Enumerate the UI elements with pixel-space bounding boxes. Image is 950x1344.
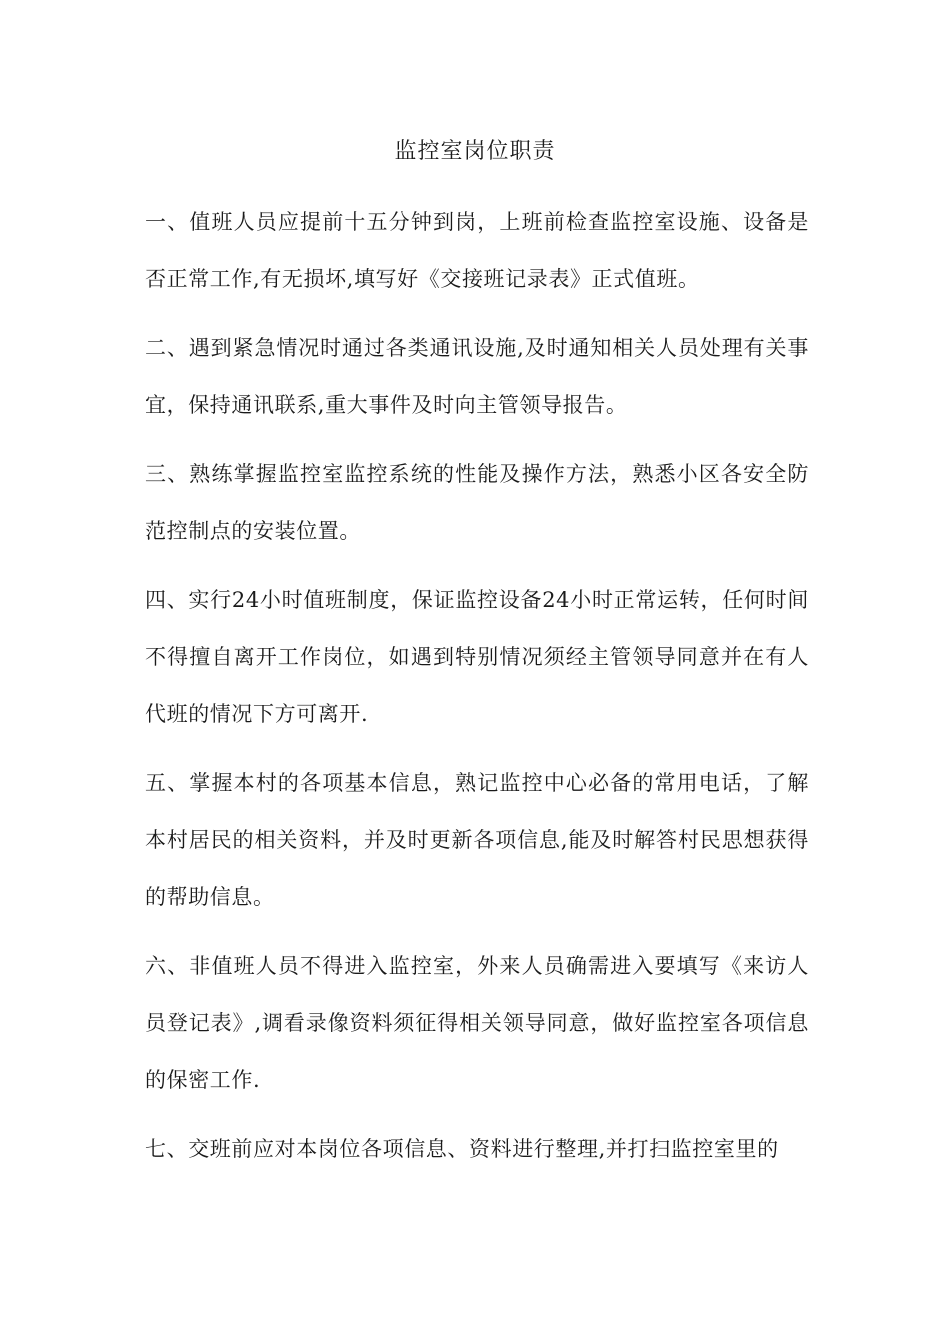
paragraph-6: 六、非值班人员不得进入监控室，外来人员确需进入要填写《来访人员登记表》,调看录像资料须征得相关领导同意，做好监控室各项信息的保密工作. — [145, 954, 809, 1092]
document-title: 监控室岗位职责 — [394, 139, 556, 164]
paragraph-3: 三、熟练掌握监控室监控系统的性能及操作方法，熟悉小区各安全防范控制点的安装位置。 — [145, 462, 809, 543]
paragraph-7: 七、交班前应对本岗位各项信息、资料进行整理,并打扫监控室里的 — [145, 1137, 779, 1161]
paragraph-5: 五、掌握本村的各项基本信息，熟记监控中心必备的常用电话，了解本村居民的相关资料，并及时更新各项信息,能及时解答村民思想获得的帮助信息。 — [145, 771, 809, 909]
paragraph-2: 二、遇到紧急情况时通过各类通讯设施,及时通知相关人员处理有关事宜，保持通讯联系,重大事件及时向主管领导报告。 — [145, 336, 809, 417]
paragraph-1: 一、值班人员应提前十五分钟到岗，上班前检查监控室设施、设备是否正常工作,有无损坏,填写好《交接班记录表》正式值班。 — [145, 210, 809, 291]
paragraph-4: 四、实行24小时值班制度，保证监控设备24小时正常运转，任何时间不得擅自离开工作岗位，如遇到特别情况须经主管领导同意并在有人代班的情况下方可离开. — [145, 588, 809, 726]
document-body — [145, 194, 809, 1190]
